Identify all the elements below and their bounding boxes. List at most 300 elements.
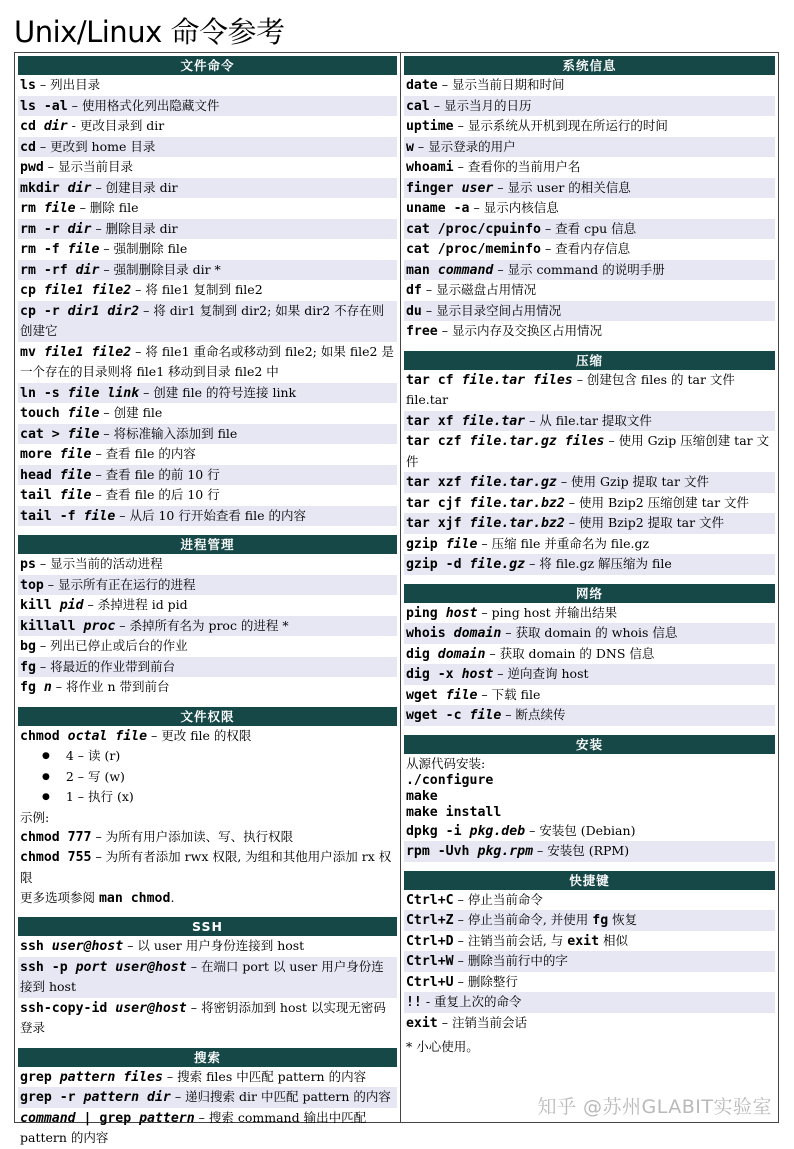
section-header: 文件命令	[18, 56, 397, 75]
section	[404, 56, 775, 342]
section-header: 系统信息	[404, 56, 775, 75]
command-row	[18, 383, 397, 404]
command-argument: file	[51, 447, 92, 462]
command-description: – 显示所有正在运行的进程	[43, 576, 196, 592]
command-description: – 以 user 用户身份连接到 host	[123, 938, 305, 953]
command-row	[18, 178, 397, 199]
command-text: rm -f	[20, 242, 60, 257]
command-argument: command	[429, 262, 494, 278]
command-row	[18, 616, 397, 637]
command-argument: user@host	[107, 1000, 187, 1016]
command-row	[18, 342, 397, 383]
command-description: – 列出已停止或后台的作业	[35, 638, 188, 653]
section	[404, 871, 775, 1060]
command-text: mv	[20, 344, 36, 360]
command-argument: host	[453, 667, 494, 682]
permission-bullet	[18, 787, 397, 808]
command-text: gzip	[405, 536, 438, 552]
command-row	[404, 260, 775, 281]
command-text: ls -al	[20, 98, 68, 114]
command-argument: file.gz	[461, 557, 526, 572]
permission-text: 4 – 读 (r)	[65, 748, 121, 763]
command-description: – 使用格式化列出隐藏文件	[67, 97, 220, 113]
command-argument: file.tar.bz2	[461, 495, 565, 511]
command-argument: dir	[67, 262, 100, 278]
command-argument: pkg.deb	[461, 823, 526, 839]
command-argument: host	[437, 605, 478, 621]
command-text: fg	[20, 659, 36, 675]
command-text: pwd	[20, 160, 44, 175]
command-argument: domain	[429, 646, 486, 662]
command-argument: dir	[59, 221, 92, 237]
command-text: finger	[405, 180, 454, 196]
command-description: – 搜索 files 中匹配 pattern 的内容	[162, 1068, 367, 1084]
command-row	[18, 137, 397, 158]
footnote: * 小心使用。	[405, 1039, 479, 1054]
command-row	[18, 116, 397, 137]
command-description: – 安装包 (Debian)	[525, 822, 636, 838]
command-row	[18, 575, 397, 596]
command-description: – 为所有用户添加读、写、执行权限	[91, 828, 294, 844]
command-description: – 强制删除 file	[99, 241, 188, 256]
command-description: – 显示内存及交换区占用情况	[437, 323, 602, 338]
command-argument: file	[75, 508, 116, 524]
command-row	[404, 931, 775, 952]
command-argument: pattern dir	[75, 1090, 171, 1105]
command-description: – 查看内存信息	[540, 241, 631, 256]
command-description: - 重复上次的命令	[421, 994, 522, 1009]
command-description: – 杀掉所有名为 proc 的进程 *	[115, 617, 289, 633]
command-text: exit	[567, 933, 600, 949]
permission-text: 2 – 写 (w)	[65, 768, 125, 784]
command-row	[404, 370, 775, 411]
section	[18, 56, 397, 526]
command-text: cp -r	[20, 303, 60, 319]
command-row	[18, 636, 397, 657]
command-description: – 创建目录 dir	[91, 179, 178, 195]
command-description: – 下载 file	[477, 686, 541, 702]
command-text: kill	[20, 598, 52, 613]
command-row	[18, 157, 397, 178]
command-description: – 查看 file 的内容	[91, 446, 196, 461]
left-column	[15, 53, 400, 1145]
command-argument: file	[437, 536, 478, 552]
more-info-text: 更多选项参阅	[20, 890, 99, 905]
command-description: – 删除当前行中的字	[453, 953, 568, 968]
command-text: chmod 755	[20, 850, 92, 865]
command-row	[404, 664, 775, 685]
command-row	[404, 239, 775, 260]
command-description: – 更改到 home 目录	[35, 138, 156, 154]
command-text: date	[405, 78, 438, 93]
command-row	[18, 506, 397, 527]
reference-table	[14, 52, 779, 1145]
command-argument: pattern	[131, 1110, 195, 1126]
command-text: !!	[405, 995, 422, 1010]
command-description: – 递归搜索 dir 中匹配 pattern 的内容	[170, 1089, 391, 1104]
command-row	[404, 178, 775, 199]
command-text: df	[405, 283, 422, 298]
command-text: Ctrl+C	[405, 892, 454, 908]
command-text: ping	[405, 605, 438, 621]
command-description: – 显示当前的活动进程	[35, 556, 163, 571]
command-row	[404, 301, 775, 322]
command-description: – 更改 file 的权限	[147, 727, 252, 743]
command-argument: proc	[75, 618, 116, 634]
command-text: cp	[20, 283, 36, 298]
command-description: – 将 file.gz 解压缩为 file	[525, 556, 672, 571]
command-text: exit	[405, 1015, 438, 1031]
command-description: 恢复	[608, 912, 638, 927]
section-header: 安装	[404, 735, 775, 754]
command-text: free	[405, 324, 438, 339]
command-text: fg	[20, 680, 36, 695]
command-row	[18, 847, 397, 888]
command-row	[404, 554, 775, 575]
command-text: rm -rf	[20, 262, 68, 278]
install-step: make	[405, 788, 438, 804]
command-description: – 显示 user 的相关信息	[493, 179, 631, 195]
command-text: gzip -d	[405, 557, 462, 572]
command-text: grep -r	[20, 1090, 76, 1105]
command-description: – 查看 file 的后 10 行	[91, 487, 220, 502]
command-row	[18, 485, 397, 506]
command-text: fg	[592, 913, 609, 928]
command-row	[18, 677, 397, 698]
command-argument: file.tar.gz files	[461, 434, 605, 449]
command-text: tar xjf	[405, 516, 462, 531]
command-argument: domain	[445, 626, 502, 641]
section	[404, 351, 775, 575]
command-text: chmod	[20, 728, 60, 744]
command-text: rm	[20, 201, 36, 216]
command-description: – 查看你的当前用户名	[453, 159, 581, 174]
command-text: tar czf	[405, 434, 462, 449]
command-description: – 查看 file 的前 10 行	[91, 466, 220, 482]
command-description: – 将最近的作业带到前台	[35, 658, 176, 674]
command-argument: command	[20, 1110, 76, 1126]
watermark: 知乎 @苏州GLABIT实验室	[537, 1096, 772, 1118]
command-row	[404, 992, 775, 1013]
command-text: tail -f	[20, 508, 76, 524]
command-description: – 将 file1 复制到 file2	[131, 282, 263, 297]
command-description: - 更改目录到 dir	[67, 118, 165, 133]
command-description: – 查看 cpu 信息	[540, 220, 637, 236]
more-info-text: .	[170, 890, 175, 905]
command-description: – 在端口 port 以 user 用户身份连接到 host	[20, 958, 384, 994]
install-step: ./configure	[405, 772, 494, 788]
command-description: – 将密钥添加到 host 以实现无密码登录	[20, 999, 386, 1035]
command-argument: pattern files	[51, 1069, 163, 1085]
command-row	[404, 411, 775, 432]
command-description: – 强制删除目录 dir *	[99, 261, 221, 277]
command-row	[18, 936, 397, 957]
command-argument: dir	[59, 180, 92, 196]
command-row	[18, 403, 397, 424]
command-argument: file.tar files	[453, 372, 573, 388]
permission-bullet	[18, 767, 397, 788]
command-text: top	[20, 577, 44, 593]
command-text: cal	[405, 98, 430, 114]
command-text: tar xf	[405, 413, 454, 429]
command-argument: user	[453, 180, 494, 196]
command-description: – 将标准输入添加到 file	[99, 425, 238, 441]
command-row	[18, 595, 397, 616]
section	[18, 1048, 397, 1149]
command-text: du	[405, 303, 422, 319]
command-argument: file link	[59, 385, 140, 401]
command-row	[404, 513, 775, 534]
command-description: – 停止当前命令	[453, 891, 543, 907]
command-row	[18, 219, 397, 240]
command-row	[18, 239, 397, 260]
command-description: – 注销当前会话, 与	[453, 932, 568, 948]
command-description: – 显示系统从开机到现在所运行的时间	[453, 118, 668, 133]
section-header: 文件权限	[18, 707, 397, 726]
command-argument: file	[59, 242, 100, 257]
section	[18, 707, 397, 909]
command-description: – 使用 Bzip2 提取 tar 文件	[564, 515, 725, 530]
section	[404, 735, 775, 862]
command-description: – 获取 domain 的 whois 信息	[501, 625, 678, 640]
source-install-label: 从源代码安装:	[405, 755, 486, 771]
install-step: make install	[405, 804, 502, 820]
command-description: – 显示目录空间占用情况	[421, 302, 562, 318]
command-description: – 创建 file	[99, 405, 163, 420]
command-description: – 使用 Gzip 提取 tar 文件	[556, 474, 709, 489]
command-description: – 压缩 file 并重命名为 file.gz	[477, 535, 650, 551]
command-row	[404, 157, 775, 178]
command-row	[18, 260, 397, 281]
command-text: Ctrl+Z	[405, 913, 454, 928]
command-row	[404, 321, 775, 342]
command-row	[404, 1013, 775, 1034]
command-text: rm -r	[20, 221, 60, 237]
command-description: – ping host 并输出结果	[477, 604, 618, 620]
command-row	[18, 96, 397, 117]
command-row	[18, 657, 397, 678]
command-text: uptime	[405, 119, 454, 134]
command-row	[404, 705, 775, 726]
command-argument: file.tar	[453, 413, 526, 429]
command-description: – 显示登录的用户	[413, 138, 516, 154]
command-description: – 为所有者添加 rwx 权限, 为组和其他用户添加 rx 权限	[20, 849, 392, 885]
command-row	[404, 280, 775, 301]
command-row	[404, 890, 775, 911]
command-text: cat /proc/meminfo	[405, 242, 541, 257]
command-text: rpm -Uvh	[405, 844, 470, 859]
command-description: – 删除目录 dir	[91, 220, 178, 236]
command-description: – 删除整行	[453, 973, 518, 989]
command-description: – 安装包 (RPM)	[533, 843, 630, 858]
command-description: – 杀掉进程 id pid	[83, 597, 188, 612]
command-text: touch	[20, 406, 60, 421]
section	[404, 584, 775, 726]
section	[18, 535, 397, 698]
command-row	[404, 623, 775, 644]
command-description: – 显示 command 的说明手册	[493, 261, 665, 277]
command-argument: pkg.rpm	[469, 844, 534, 859]
command-description: – 从后 10 行开始查看 file 的内容	[115, 507, 307, 523]
command-row	[404, 431, 775, 472]
command-row	[18, 554, 397, 575]
command-description: – 显示当月的日历	[429, 97, 532, 113]
command-argument: file	[437, 687, 478, 703]
command-row	[404, 972, 775, 993]
command-text: head	[20, 467, 52, 483]
command-argument: dir	[35, 119, 68, 134]
command-text: cat >	[20, 426, 60, 442]
command-row	[404, 910, 775, 931]
command-text: dig	[405, 646, 430, 662]
command-text: dpkg -i	[405, 823, 462, 839]
command-argument: file.tar.gz	[461, 475, 557, 490]
command-row	[404, 821, 775, 842]
command-text: Ctrl+D	[405, 933, 454, 949]
command-text: ssh-copy-id	[20, 1000, 108, 1016]
command-text: tail	[20, 488, 52, 503]
command-description: 相似	[599, 932, 628, 948]
command-description: – 列出目录	[35, 77, 101, 92]
command-row	[404, 685, 775, 706]
command-row	[404, 493, 775, 514]
command-text: | grep	[75, 1110, 132, 1126]
command-argument: file	[59, 406, 100, 421]
command-row	[404, 951, 775, 972]
command-text: chmod 777	[20, 829, 92, 845]
more-info-command: man chmod	[98, 891, 171, 906]
command-description: – 使用 Bzip2 压缩创建 tar 文件	[564, 494, 750, 510]
command-text: tar cjf	[405, 495, 462, 511]
command-row	[18, 726, 397, 747]
command-row	[18, 198, 397, 219]
command-row	[18, 75, 397, 96]
command-text: grep	[20, 1069, 52, 1085]
command-text: w	[405, 139, 414, 155]
command-description: – 将 file1 重命名或移动到 file2; 如果 file2 是一个存在的目录则将 file1 移动到目录 file2 中	[20, 343, 394, 379]
command-description: – 创建 file 的符号连接 link	[139, 384, 297, 400]
command-row	[18, 1067, 397, 1088]
section-header: 压缩	[404, 351, 775, 370]
command-description: – 从 file.tar 提取文件	[525, 412, 652, 428]
command-text: more	[20, 447, 52, 462]
command-text: whoami	[405, 160, 454, 175]
command-text: tar xzf	[405, 475, 462, 490]
section-header: SSH	[18, 917, 397, 936]
command-description: – 获取 domain 的 DNS 信息	[485, 645, 655, 661]
command-argument: file	[59, 426, 100, 442]
section-header: 快捷键	[404, 871, 775, 890]
command-argument: n	[35, 680, 52, 695]
command-description: – 创建包含 files 的 tar 文件 file.tar	[405, 371, 735, 407]
command-text: cd	[20, 139, 36, 155]
command-description: – 逆向查询 host	[493, 666, 589, 681]
command-row	[404, 472, 775, 493]
section-header: 网络	[404, 584, 775, 603]
command-description: – 断点续传	[501, 707, 566, 722]
command-text: dig -x	[405, 667, 454, 682]
command-argument: file	[461, 708, 502, 723]
command-argument: dir1 dir2	[59, 303, 140, 319]
command-row	[18, 827, 397, 848]
command-description: – 将作业 n 带到前台	[51, 679, 170, 694]
command-description: – 使用 Gzip 压缩创建 tar 文件	[405, 433, 770, 469]
permission-text: 1 – 执行 (x)	[65, 789, 134, 804]
command-description: – 搜索 command 输出中匹配 pattern 的内容	[20, 1109, 367, 1145]
command-row	[18, 424, 397, 445]
command-description: – 显示内核信息	[469, 200, 559, 215]
right-column	[400, 53, 778, 1122]
command-text: bg	[20, 639, 36, 654]
command-text: Ctrl+U	[405, 974, 454, 990]
command-argument: port user@host	[67, 959, 187, 975]
command-argument: file1 file2	[35, 344, 132, 360]
command-row	[18, 301, 397, 342]
command-argument: octal file	[59, 728, 148, 744]
section	[18, 917, 397, 1039]
permission-bullet	[18, 746, 397, 767]
command-row	[404, 841, 775, 862]
command-row	[18, 465, 397, 486]
command-row	[18, 280, 397, 301]
command-row	[18, 998, 397, 1039]
example-label: 示例:	[20, 809, 50, 825]
command-row	[404, 603, 775, 624]
command-text: uname -a	[405, 201, 470, 216]
command-description: – 删除 file	[75, 200, 139, 215]
section-header: 搜索	[18, 1048, 397, 1067]
command-text: ps	[20, 557, 36, 572]
command-argument: pid	[51, 598, 84, 613]
command-row	[404, 219, 775, 240]
command-text: cd	[20, 119, 36, 134]
command-text: Ctrl+W	[405, 954, 454, 969]
command-row	[404, 534, 775, 555]
more-info	[18, 888, 397, 908]
command-text: ssh -p	[20, 959, 68, 975]
page-title: Unix/Linux 命令参考	[14, 15, 285, 49]
command-argument: file1 file2	[35, 283, 132, 298]
command-row	[18, 444, 397, 465]
command-text: ln -s	[20, 385, 60, 401]
command-argument: file.tar.bz2	[461, 516, 565, 531]
command-row	[18, 1087, 397, 1108]
command-text: wget -c	[405, 708, 462, 723]
command-row	[404, 198, 775, 219]
command-row	[404, 75, 775, 96]
command-argument: file	[35, 201, 76, 216]
command-description: – 显示磁盘占用情况	[421, 282, 537, 297]
command-text: wget	[405, 687, 438, 703]
command-row	[404, 137, 775, 158]
command-description: – 停止当前命令, 并使用	[453, 912, 593, 927]
command-text: man	[405, 262, 430, 278]
command-row	[18, 1108, 397, 1149]
command-text: ssh	[20, 939, 44, 954]
command-text: whois	[405, 626, 446, 641]
command-text: cat /proc/cpuinfo	[405, 221, 541, 237]
command-text: mkdir	[20, 180, 60, 196]
command-row	[404, 116, 775, 137]
command-argument: file	[51, 467, 92, 483]
command-text: tar cf	[405, 372, 454, 388]
section-header: 进程管理	[18, 535, 397, 554]
command-description: – 将 dir1 复制到 dir2; 如果 dir2 不存在则创建它	[20, 302, 385, 338]
command-text: killall	[20, 618, 76, 634]
command-description: – 显示当前目录	[43, 159, 134, 174]
command-row	[18, 957, 397, 998]
command-description: – 注销当前会话	[437, 1014, 527, 1030]
